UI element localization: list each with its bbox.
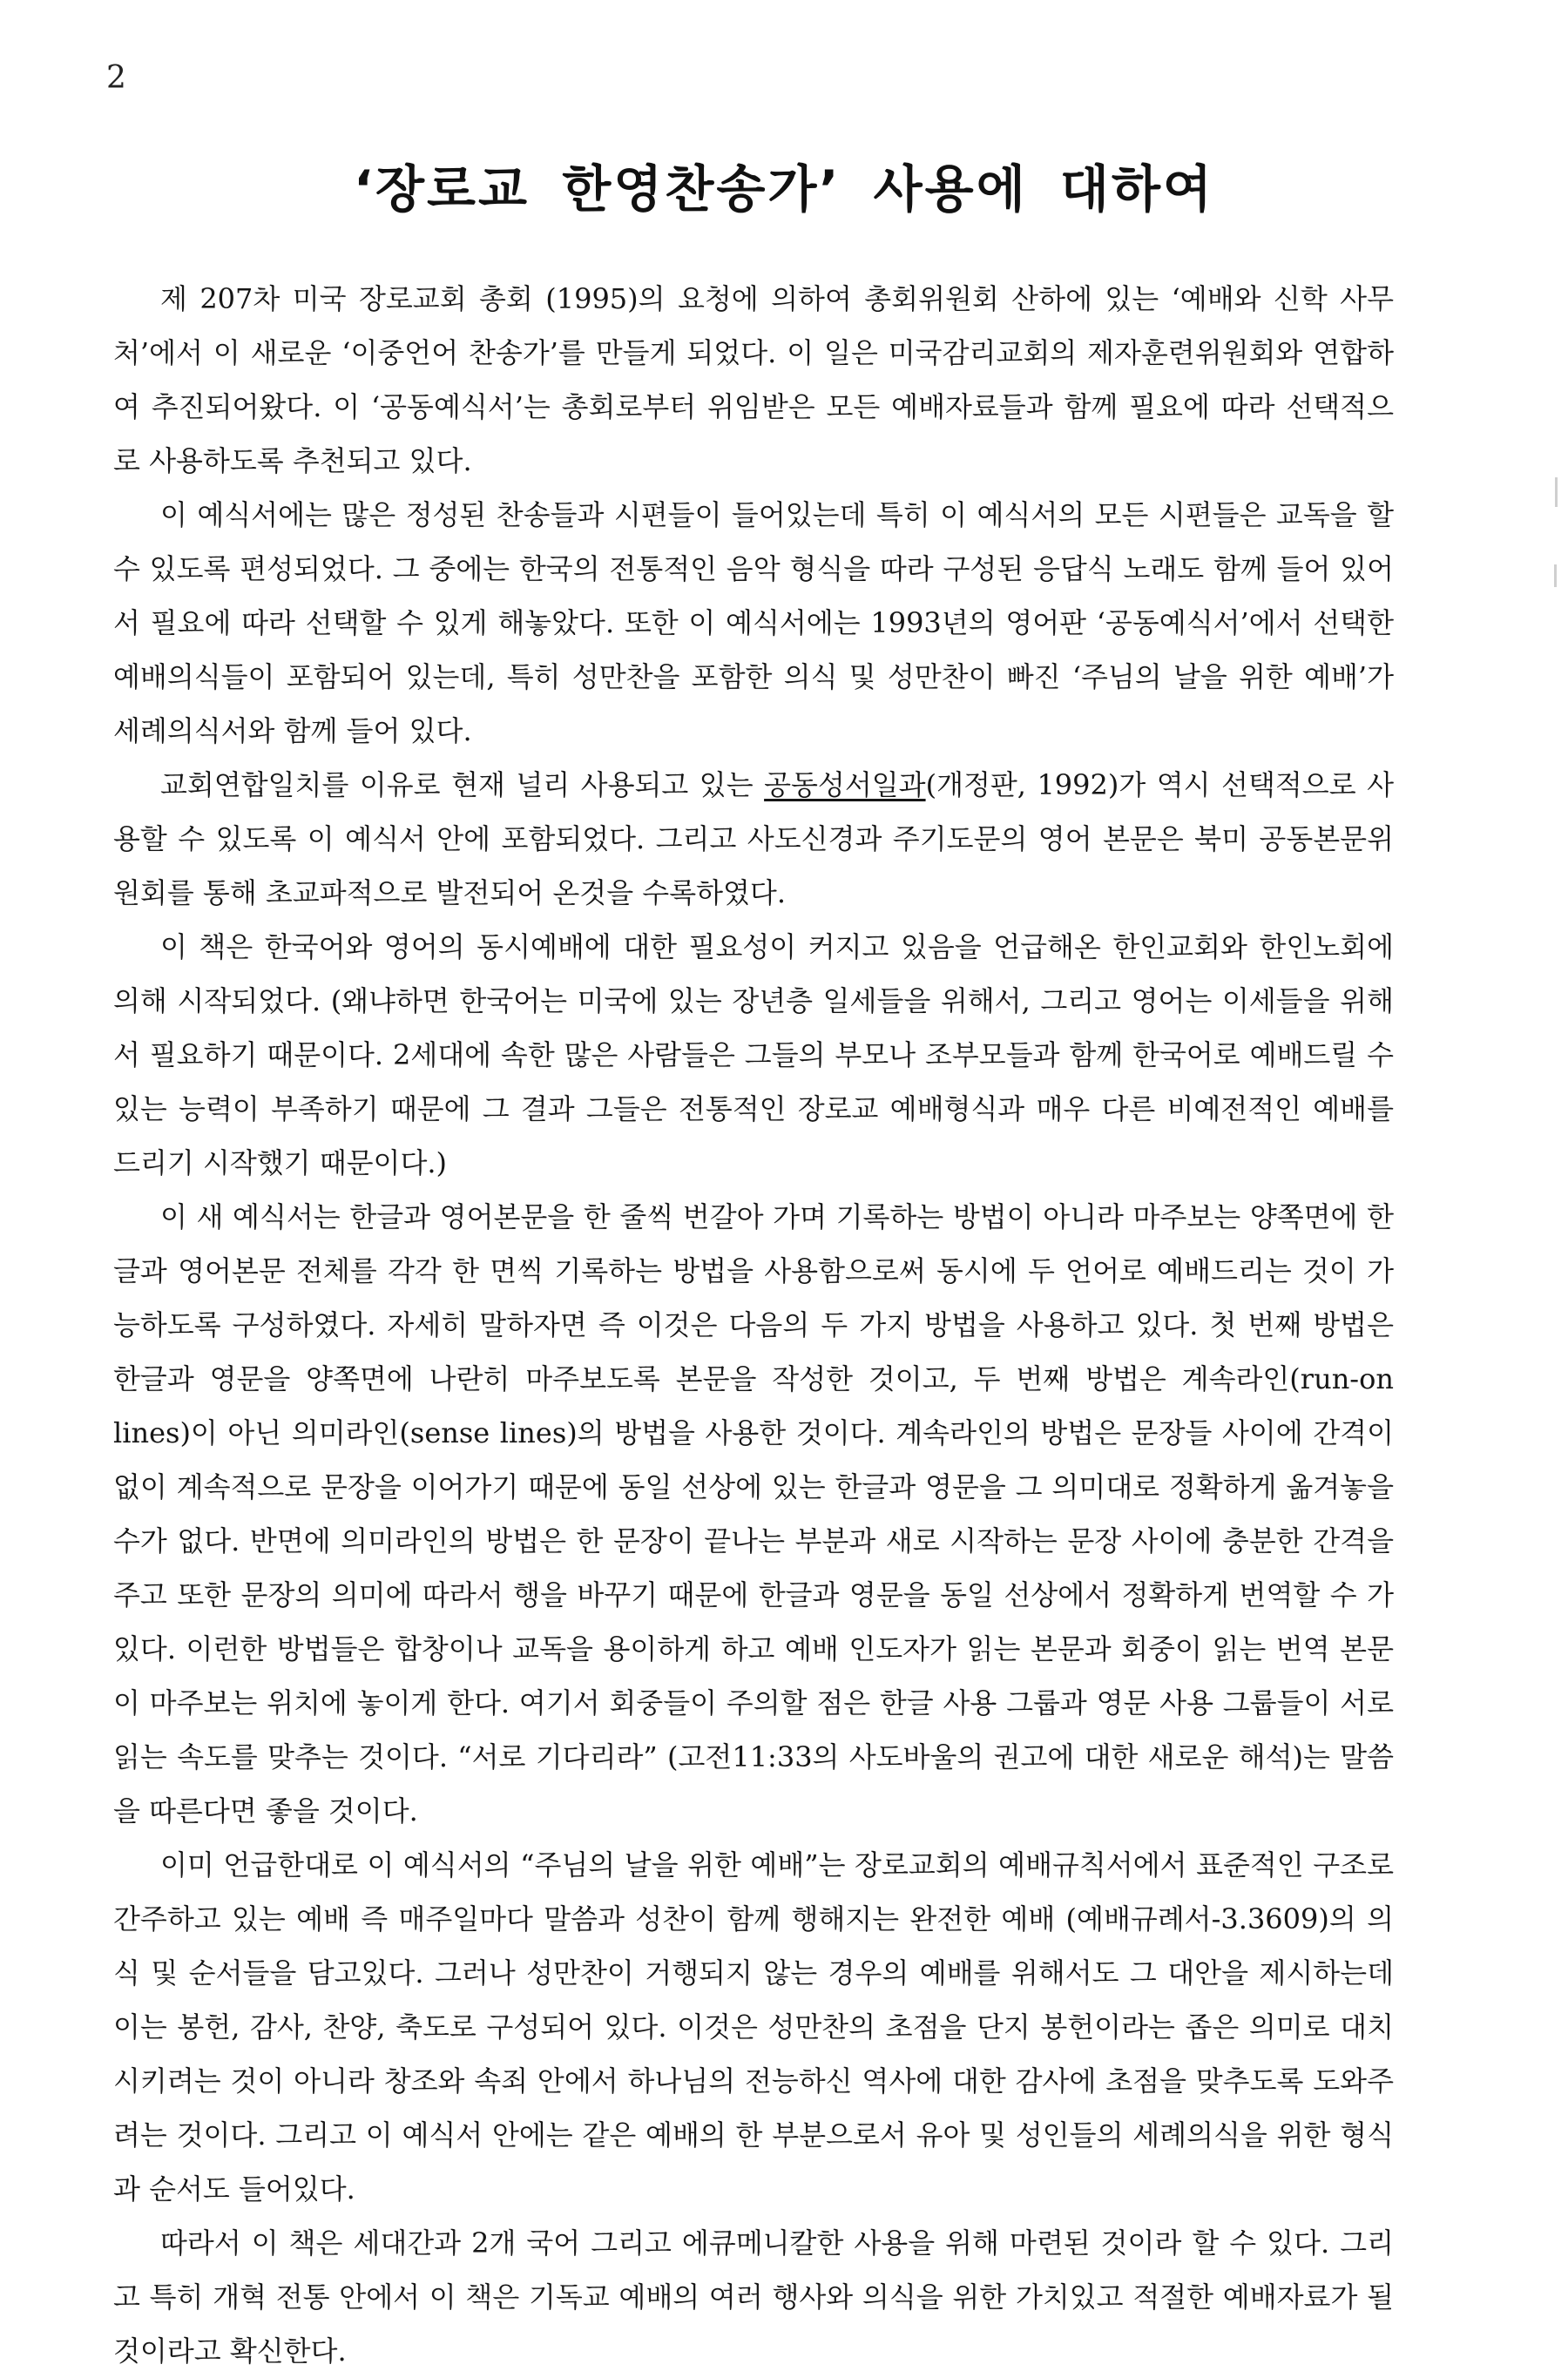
scan-margin-mark [1555,477,1558,507]
scan-margin-mark [1554,564,1557,587]
paragraph-5: 이 새 예식서는 한글과 영어본문을 한 줄씩 번갈아 가며 기록하는 방법이 아니라 마주보는 양쪽면에 한글과 영어본문 전체를 각각 한 면씩 기록하는 방법을 사용함으로써 동시에 두 언어로 예배드리는 것이 가능하도록 구성하였다. 자세히 말하자면 즉 이것은 다음의 두 가지 방법을 사용하고 있다. 첫 번째 방법은 한글과 영문을 양쪽면에 나란히 마주보도록 본문을 작성한 것이고, 두 번째 방법은 계속라인(run-on lines)이 아닌 의미라인(sense lines)의 방법을 사용한 것이다. 계속라인의 방법은 문장들 사이에 간격이 없이 계속적으로 문장을 이어가기 때문에 동일 선상에 있는 한글과 영문을 그 의미대로 정확하게 옮겨놓을 수가 없다. 반면에 의미라인의 방법은 한 문장이 끝나는 부분과 새로 시작하는 문장 사이에 충분한 간격을 주고 또한 문장의 의미에 따라서 행을 바꾸기 때문에 한글과 영문을 동일 선상에서 정확하게 번역할 수 가있다. 이런한 방법들은 합창이나 교독을 용이하게 하고 예배 인도자가 읽는 본문과 회중이 읽는 번역 본문이 마주보는 위치에 놓이게 한다. 여기서 회중들이 주의할 점은 한글 사용 그룹과 영문 사용 그룹들이 서로 읽는 속도를 맞추는 것이다. “서로 기다리라” (고전11:33의 사도바울의 권고에 대한 새로운 해석)는 말씀을 따른다면 좋을 것이다. [113,1200,1395,1827]
paragraph-3 [113,758,1394,920]
page-number: 2 [106,60,126,96]
paragraph-3-lead: 교회연합일치를 이유로 현재 널리 사용되고 있는 [160,768,765,801]
paragraph-4: 이 책은 한국어와 영어의 동시예배에 대한 필요성이 커지고 있음을 언급해온 한인교회와 한인노회에 의해 시작되었다. (왜냐하면 한국어는 미국에 있는 장년층 일세들을 위해서, 그리고 영어는 이세들을 위해서 필요하기 때문이다. 2세대에 속한 많은 사람들은 그들의 부모나 조부모들과 함께 한국어로 예배드릴 수 있는 능력이 부족하기 때문에 그 결과 그들은 전통적인 장로교 예배형식과 매우 다른 비예전적인 예배를 드리기 시작했기 때문이다.) [113,930,1394,1179]
paragraph-6: 이미 언급한대로 이 예식서의 “주님의 날을 위한 예배”는 장로교회의 예배규칙서에서 표준적인 구조로 간주하고 있는 예배 즉 매주일마다 말씀과 성찬이 함께 행해지는 완전한 예배 (예배규례서-3.3609)의 의식 및 순서들을 담고있다. 그러나 성만찬이 거행되지 않는 경우의 예배를 위해서도 그 대안을 제시하는데 이는 봉헌, 감사, 찬양, 축도로 구성되어 있다. 이것은 성만찬의 초점을 단지 봉헌이라는 좁은 의미로 대치시키려는 것이 아니라 창조와 속죄 안에서 하나님의 전능하신 역사에 대한 감사에 초점을 맞추도록 도와주려는 것이다. 그리고 이 예식서 안에는 같은 예배의 한 부분으로서 유아 및 성인들의 세례의식을 위한 형식과 순서도 들어있다. [113,1848,1394,2206]
paragraph-7: 따라서 이 책은 세대간과 2개 국어 그리고 에큐메니칼한 사용을 위해 마련된 것이라 할 수 있다. 그리고 특히 개혁 전통 안에서 이 책은 기독교 예배의 여러 행사와 의식을 위한 가치있고 적절한 예배자료가 될 것이라고 확신한다. [113,2226,1394,2368]
paragraph-1: 제 207차 미국 장로교회 총회 (1995)의 요청에 의하여 총회위원회 산하에 있는 ‘예배와 신학 사무처’에서 이 새로운 ‘이중언어 찬송가’를 만들게 되었다. 이 일은 미국감리교회의 제자훈련위원회와 연합하여 추진되어왔다. 이 ‘공동예식서’는 총회로부터 위임받은 모든 예배자료들과 함께 필요에 따라 선택적으로 사용하도록 추천되고 있다. [113,282,1394,477]
paragraph-2: 이 예식서에는 많은 정성된 찬송들과 시편들이 들어있는데 특히 이 예식서의 모든 시편들은 교독을 할 수 있도록 편성되었다. 그 중에는 한국의 전통적인 음악 형식을 따라 구성된 응답식 노래도 함께 들어 있어서 필요에 따라 선택할 수 있게 해놓았다. 또한 이 예식서에는 1993년의 영어판 ‘공동예식서’에서 선택한 예배의식들이 포함되어 있는데, 특히 성만찬을 포함한 의식 및 성만찬이 빠진 ‘주님의 날을 위한 예배’가 세례의식서와 함께 들어 있다. [113,498,1394,747]
body-text [113,272,1394,2378]
paragraph-3-rest: (개정판, 1992)가 역시 선택적으로 사용할 수 있도록 이 예식서 안에 포함되었다. 그리고 사도신경과 주기도문의 영어 본문은 북미 공동본문위원회를 통해 초교파적으로 발전되어 온것을 수록하였다. [113,768,1394,909]
page-title: ‘장로교 한영찬송가’ 사용에 대하여 [353,159,1215,219]
lectionary-title: 공동성서일과 [764,768,926,801]
